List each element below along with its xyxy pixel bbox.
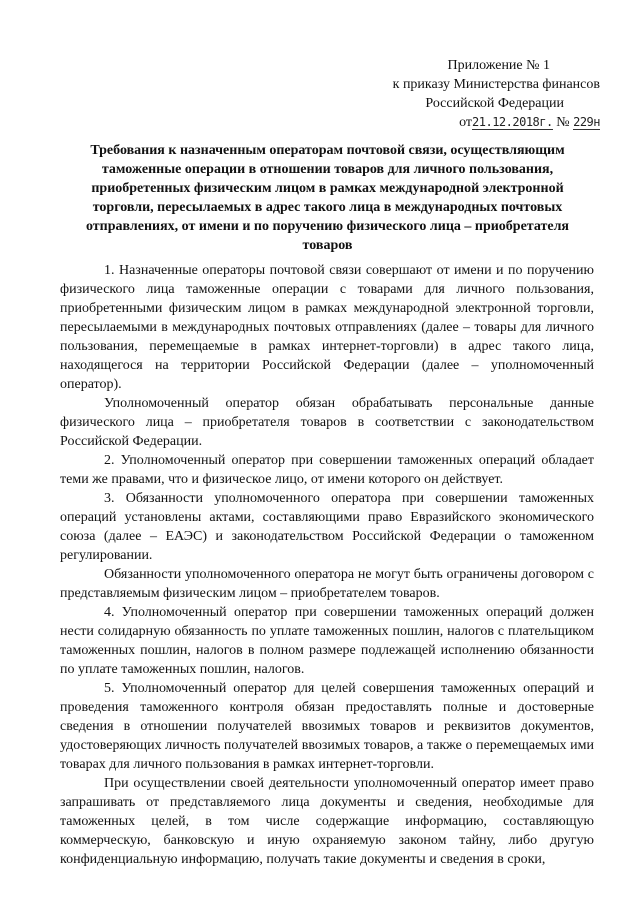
paragraph: Обязанности уполномоченного оператора не могут быть ограничены договором с представляемым физическим лицом – приобретателем товаров. bbox=[60, 567, 594, 601]
order-number: 229н bbox=[573, 115, 600, 129]
paragraph: Уполномоченный оператор обязан обрабатывать персональные данные физического лица – приобретателя товаров в соответствии с законодательством Российской Федерации. bbox=[60, 396, 594, 449]
number-prefix: № bbox=[556, 115, 570, 130]
order-date: 21.12.2018г. bbox=[472, 115, 553, 129]
appendix-number: Приложение № 1 bbox=[447, 58, 550, 73]
paragraph: 4. Уполномоченный оператор при совершении таможенных операций должен нести солидарную обязанность по уплате таможенных пошлин, налогов с плательщиком таможенных пошлин, налогов в полном размере подлежащей исполнению обязанности по уплате таможенных пошлин, налогов. bbox=[60, 605, 594, 677]
date-prefix: от bbox=[459, 115, 473, 130]
document-body bbox=[60, 261, 594, 869]
appendix-issuer: Российской Федерации bbox=[425, 96, 564, 111]
paragraph: 2. Уполномоченный оператор при совершении таможенных операций обладает теми же правами, что и физическое лицо, от имени которого он действует. bbox=[60, 453, 594, 487]
paragraph: 5. Уполномоченный оператор для целей совершения таможенных операций и проведения таможенного контроля обязан предоставлять полные и достоверные сведения в отношении получателей ввозимых товаров и реквизитов документов, удостоверяющих личность получателей ввозимых товаров, а также о перемещаемых ими товарах для личного пользования в рамках интернет-торговли. bbox=[60, 681, 594, 772]
appendix-header bbox=[350, 56, 600, 132]
appendix-order-ref: к приказу Министерства финансов bbox=[392, 77, 600, 92]
paragraph: При осуществлении своей деятельности уполномоченный оператор имеет право запрашивать от представляемого лица документы и сведения, необходимые для таможенных целей, в том числе содержащие информацию, составляющую коммерческую, банковскую и иную охраняемую законом тайну, либо другую конфиденциальную информацию, получать такие документы и сведения в сроки, bbox=[60, 776, 594, 867]
document-title: Требования к назначенным операторам почтовой связи, осуществляющим таможенные операции в отношении товаров для личного пользования, приобретенных физическим лицом в рамках международной электронной торговли, пересылаемых в адрес такого лица в международных почтовых отправлениях, от имени и по поручению физического лица – приобретателя товаров bbox=[85, 143, 570, 253]
paragraph: 3. Обязанности уполномоченного оператора при совершении таможенных операций установлены актами, составляющими право Евразийского экономического союза (далее – ЕАЭС) и законодательством Российской Федерации о таможенном регулировании. bbox=[60, 491, 594, 563]
appendix-date-number bbox=[350, 113, 600, 132]
paragraph: 1. Назначенные операторы почтовой связи совершают от имени и по поручению физического лица таможенные операции с товарами для личного пользования, приобретенными физическим лицом в рамках международной электронной торговли, пересылаемыми в международных почтовых отправлениях (далее – товары для личного пользования, перемещаемые в рамках интернет-торговли) в адрес такого лица, находящегося на территории Российской Федерации (далее – уполномоченный оператор). bbox=[60, 263, 594, 392]
